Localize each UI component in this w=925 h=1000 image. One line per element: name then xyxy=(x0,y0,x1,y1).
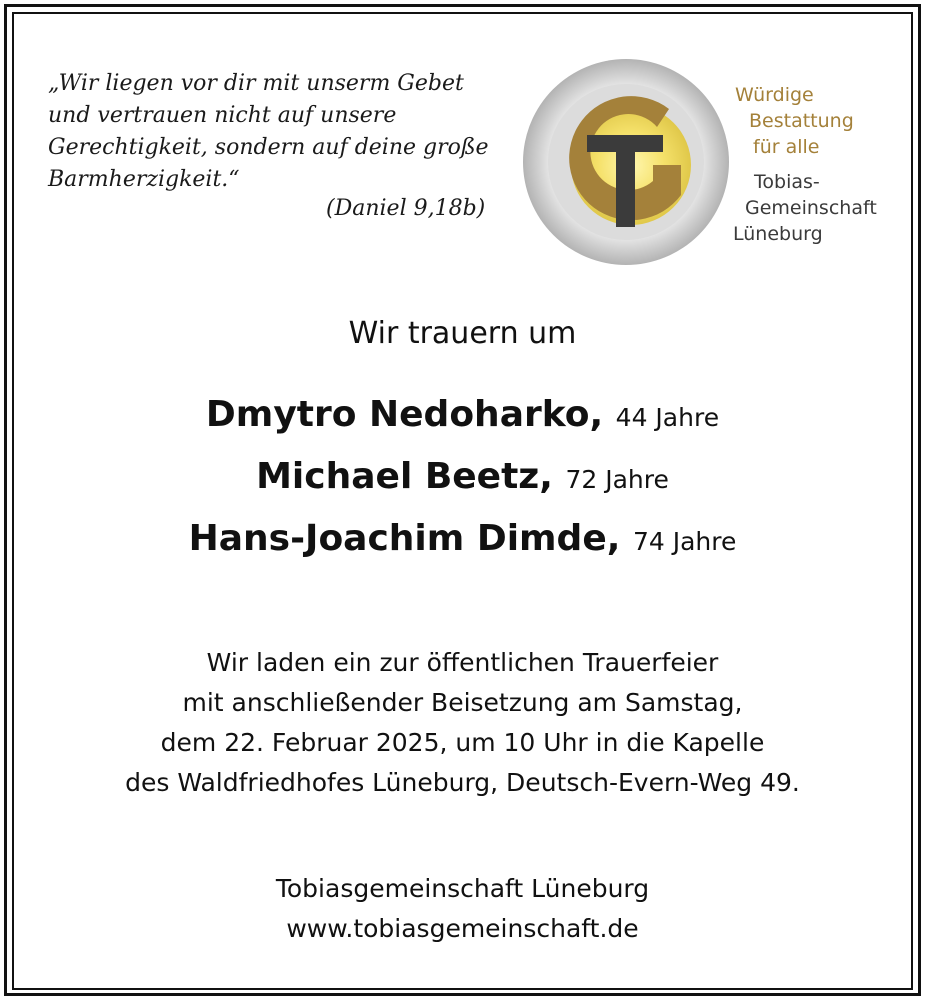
deceased-entry xyxy=(18,394,907,435)
quote-line: Barmherzigkeit.“ xyxy=(48,167,240,192)
deceased-age: 44 Jahre xyxy=(615,403,720,432)
logo-tagline: Würdige xyxy=(735,84,814,106)
logo-org-name: Gemeinschaft xyxy=(745,197,877,219)
deceased-age: 74 Jahre xyxy=(632,527,737,556)
invitation-text xyxy=(18,643,907,803)
gt-logo-icon xyxy=(521,57,731,267)
deceased-entry xyxy=(18,456,907,497)
mourning-heading: Wir trauern um xyxy=(348,316,577,351)
footer xyxy=(18,869,907,949)
invitation-line: dem 22. Februar 2025, um 10 Uhr in die Kapelle xyxy=(160,728,765,757)
quote-reference: (Daniel 9,18b) xyxy=(326,196,486,221)
logo-org-name: Lüneburg xyxy=(733,223,823,245)
quote-line: Gerechtigkeit, sondern auf deine große xyxy=(48,135,489,160)
deceased-name: Michael Beetz, xyxy=(256,456,553,497)
deceased-entry xyxy=(18,518,907,559)
organization-name: Tobiasgemeinschaft Lüneburg xyxy=(275,874,650,903)
quote-line: und vertrauen nicht auf unsere xyxy=(48,103,397,128)
logo-tagline: Bestattung xyxy=(749,110,854,132)
invitation-line: mit anschließender Beisetzung am Samstag, xyxy=(182,688,743,717)
website-link[interactable]: www.tobiasgemeinschaft.de xyxy=(286,914,639,943)
logo-tagline: für alle xyxy=(753,136,820,158)
deceased-age: 72 Jahre xyxy=(565,465,669,494)
deceased-name: Dmytro Nedoharko, xyxy=(205,394,604,435)
bible-quote xyxy=(48,68,508,196)
deceased-name: Hans-Joachim Dimde, xyxy=(188,518,621,559)
quote-line: „Wir liegen vor dir mit unserm Gebet xyxy=(48,71,464,96)
invitation-line: Wir laden ein zur öffentlichen Trauerfeier xyxy=(206,648,719,677)
invitation-line: des Waldfriedhofes Lüneburg, Deutsch-Evern-Weg 49. xyxy=(125,768,800,797)
logo-org-name: Tobias- xyxy=(754,171,820,193)
